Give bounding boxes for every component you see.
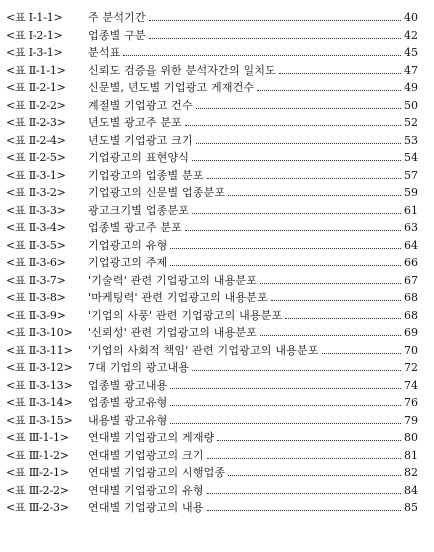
dot-leader: [228, 475, 401, 476]
dot-leader: [123, 55, 401, 56]
toc-row[interactable]: [6, 377, 418, 395]
table-number: <표 Ⅲ-1-2>: [6, 448, 69, 462]
table-number: <표 Ⅲ-1-1>: [6, 431, 69, 444]
dot-leader: [185, 230, 401, 231]
page-number: 68: [404, 308, 418, 322]
table-title: 연대별 기업광고의 크기: [88, 448, 204, 462]
table-number: <표 Ⅱ-3-11>: [6, 343, 73, 357]
dot-leader: [170, 423, 401, 424]
dot-leader: [192, 213, 401, 214]
page-number: 74: [404, 378, 418, 392]
table-number: <표 Ⅲ-2-2>: [6, 483, 69, 497]
dot-leader: [207, 178, 401, 179]
page-number: 79: [404, 413, 418, 427]
table-title: 연대별 기업광고의 유형: [88, 483, 204, 497]
table-title: 주 분석기간: [88, 11, 146, 24]
page-number: 84: [404, 483, 418, 497]
table-title: '마케팅력' 관련 기업광고의 내용분포: [88, 291, 268, 304]
table-number: <표 Ⅱ-3-15>: [6, 413, 73, 427]
page-number: 63: [404, 221, 418, 234]
page-number: 82: [404, 466, 418, 479]
table-number: <표 Ⅲ-2-3>: [6, 501, 69, 514]
toc-row[interactable]: [6, 254, 418, 272]
table-title: 년도별 기업광고 크기: [88, 133, 193, 147]
table-title: 연대별 기업광고의 내용: [88, 501, 204, 514]
table-number: <표 Ⅱ-3-7>: [6, 273, 66, 287]
page-number: 47: [404, 63, 418, 77]
page-number: 80: [404, 431, 418, 444]
table-title: 업종별 광고내용: [88, 378, 168, 392]
toc-row[interactable]: [6, 167, 418, 185]
table-title: 연대별 기업광고의 시행업종: [88, 466, 226, 479]
table-number: <표 Ⅱ-3-10>: [6, 326, 73, 339]
dot-leader: [170, 405, 401, 406]
page-number: 40: [404, 11, 418, 24]
toc-row[interactable]: [6, 412, 418, 430]
toc-row[interactable]: [6, 289, 418, 307]
table-number: <표 Ⅱ-3-5>: [6, 238, 66, 252]
toc-row[interactable]: [6, 272, 418, 290]
page-number: 76: [404, 396, 418, 409]
table-title: 업종별 구분: [88, 28, 146, 42]
toc-row[interactable]: [6, 97, 418, 115]
table-number: <표 Ⅰ-3-1>: [6, 46, 63, 59]
table-number: <표 Ⅱ-2-2>: [6, 98, 66, 112]
dot-leader: [260, 335, 401, 336]
toc-row[interactable]: [6, 447, 418, 465]
table-title: '신뢰성' 관련 기업광고의 내용분포: [88, 326, 258, 339]
dot-leader: [260, 283, 401, 284]
page-number: 61: [404, 203, 418, 217]
toc-row[interactable]: [6, 9, 418, 27]
toc-row[interactable]: [6, 149, 418, 167]
table-title: 업종별 광고유형: [88, 396, 168, 409]
dot-leader: [149, 20, 401, 21]
table-title: 업종별 광고주 분포: [88, 221, 183, 234]
table-title: 분석표: [88, 46, 121, 59]
table-title: 계절별 기업광고 건수: [88, 98, 193, 112]
dot-leader: [170, 388, 401, 389]
table-title: '기업의 사회적 책임' 관련 기업광고의 내용분포: [88, 343, 319, 357]
page-number: 72: [404, 361, 418, 374]
page-number: 50: [404, 98, 418, 112]
table-number: <표 Ⅱ-2-4>: [6, 133, 66, 147]
dot-leader: [207, 510, 401, 511]
dot-leader: [207, 493, 401, 494]
toc-row[interactable]: [6, 202, 418, 220]
page-number: 45: [404, 46, 418, 59]
dot-leader: [185, 125, 401, 126]
table-title: 기업광고의 주제: [88, 256, 168, 269]
toc-row[interactable]: [6, 184, 418, 202]
table-title: 내용별 광고유형: [88, 413, 168, 427]
toc-row[interactable]: [6, 394, 418, 412]
page-number: 81: [404, 448, 418, 462]
page-number: 85: [404, 501, 418, 514]
dot-leader: [207, 458, 401, 459]
dot-leader: [192, 370, 401, 371]
table-number: <표 Ⅰ-2-1>: [6, 28, 63, 42]
table-number: <표 Ⅱ-3-1>: [6, 168, 66, 182]
table-number: <표 Ⅱ-3-2>: [6, 186, 66, 199]
toc-row[interactable]: [6, 429, 418, 447]
page-number: 67: [404, 273, 418, 287]
table-number: <표 Ⅱ-2-5>: [6, 151, 66, 164]
table-title: 광고크기별 업종분포: [88, 203, 190, 217]
dot-leader: [217, 440, 401, 441]
dot-leader: [271, 300, 401, 301]
toc-row[interactable]: [6, 62, 418, 80]
table-number: <표 Ⅱ-2-1>: [6, 81, 66, 94]
page-number: 66: [404, 256, 418, 269]
dot-leader: [170, 265, 401, 266]
table-number: <표 Ⅱ-3-8>: [6, 291, 66, 304]
table-number: <표 Ⅲ-2-1>: [6, 466, 69, 479]
table-title: '기술력' 관련 기업광고의 내용분포: [88, 273, 258, 287]
dot-leader: [149, 38, 401, 39]
page-number: 52: [404, 116, 418, 129]
toc-row[interactable]: [6, 359, 418, 377]
table-number: <표 Ⅱ-2-3>: [6, 116, 66, 129]
table-title: 년도별 광고주 분포: [88, 116, 183, 129]
page-number: 68: [404, 291, 418, 304]
page-number: 57: [404, 168, 418, 182]
toc-row[interactable]: [6, 307, 418, 325]
page-number: 54: [404, 151, 418, 164]
toc-row[interactable]: [6, 482, 418, 500]
dot-leader: [279, 73, 401, 74]
toc-row[interactable]: [6, 237, 418, 255]
toc-row[interactable]: [6, 79, 418, 97]
table-title: 기업광고의 유형: [88, 238, 168, 252]
table-title: 신뢰도 검증을 위한 분석자간의 일치도: [88, 63, 277, 77]
toc-row[interactable]: [6, 342, 418, 360]
table-of-tables-list: [6, 9, 418, 517]
page-number: 70: [404, 343, 418, 357]
page-number: 42: [404, 28, 418, 42]
toc-row[interactable]: [6, 464, 418, 482]
table-number: <표 Ⅱ-3-3>: [6, 203, 66, 217]
page-number: 64: [404, 238, 418, 252]
dot-leader: [196, 143, 401, 144]
table-number: <표 Ⅱ-3-9>: [6, 308, 66, 322]
table-title: 기업광고의 업종별 분포: [88, 168, 204, 182]
toc-row[interactable]: [6, 324, 418, 342]
table-title: '기업의 사풍' 관련 기업광고의 내용분포: [88, 308, 283, 322]
page-number: 59: [404, 186, 418, 199]
toc-row[interactable]: [6, 499, 418, 517]
dot-leader: [285, 318, 401, 319]
page-number: 49: [404, 81, 418, 94]
dot-leader: [322, 353, 401, 354]
dot-leader: [257, 90, 401, 91]
toc-row[interactable]: [6, 114, 418, 132]
page-number: 53: [404, 133, 418, 147]
table-title: 기업광고의 표현양식: [88, 151, 190, 164]
page-number: 69: [404, 326, 418, 339]
table-title: 7대 기업의 광고내용: [88, 361, 190, 374]
toc-row[interactable]: [6, 44, 418, 62]
table-number: <표 Ⅱ-3-14>: [6, 396, 73, 409]
table-number: <표 Ⅱ-3-12>: [6, 361, 73, 374]
table-number: <표 Ⅰ-1-1>: [6, 11, 63, 24]
table-number: <표 Ⅱ-3-6>: [6, 256, 66, 269]
dot-leader: [228, 195, 401, 196]
table-title: 연대별 기업광고의 게재량: [88, 431, 215, 444]
dot-leader: [170, 248, 401, 249]
toc-row[interactable]: [6, 219, 418, 237]
dot-leader: [192, 160, 401, 161]
toc-row[interactable]: [6, 27, 418, 45]
table-number: <표 Ⅱ-3-4>: [6, 221, 66, 234]
table-title: 기업광고의 신문별 업종분포: [88, 186, 226, 199]
table-number: <표 Ⅱ-1-1>: [6, 63, 66, 77]
table-number: <표 Ⅱ-3-13>: [6, 378, 73, 392]
table-title: 신문별, 년도별 기업광고 게재건수: [88, 81, 255, 94]
toc-row[interactable]: [6, 132, 418, 150]
dot-leader: [196, 108, 401, 109]
